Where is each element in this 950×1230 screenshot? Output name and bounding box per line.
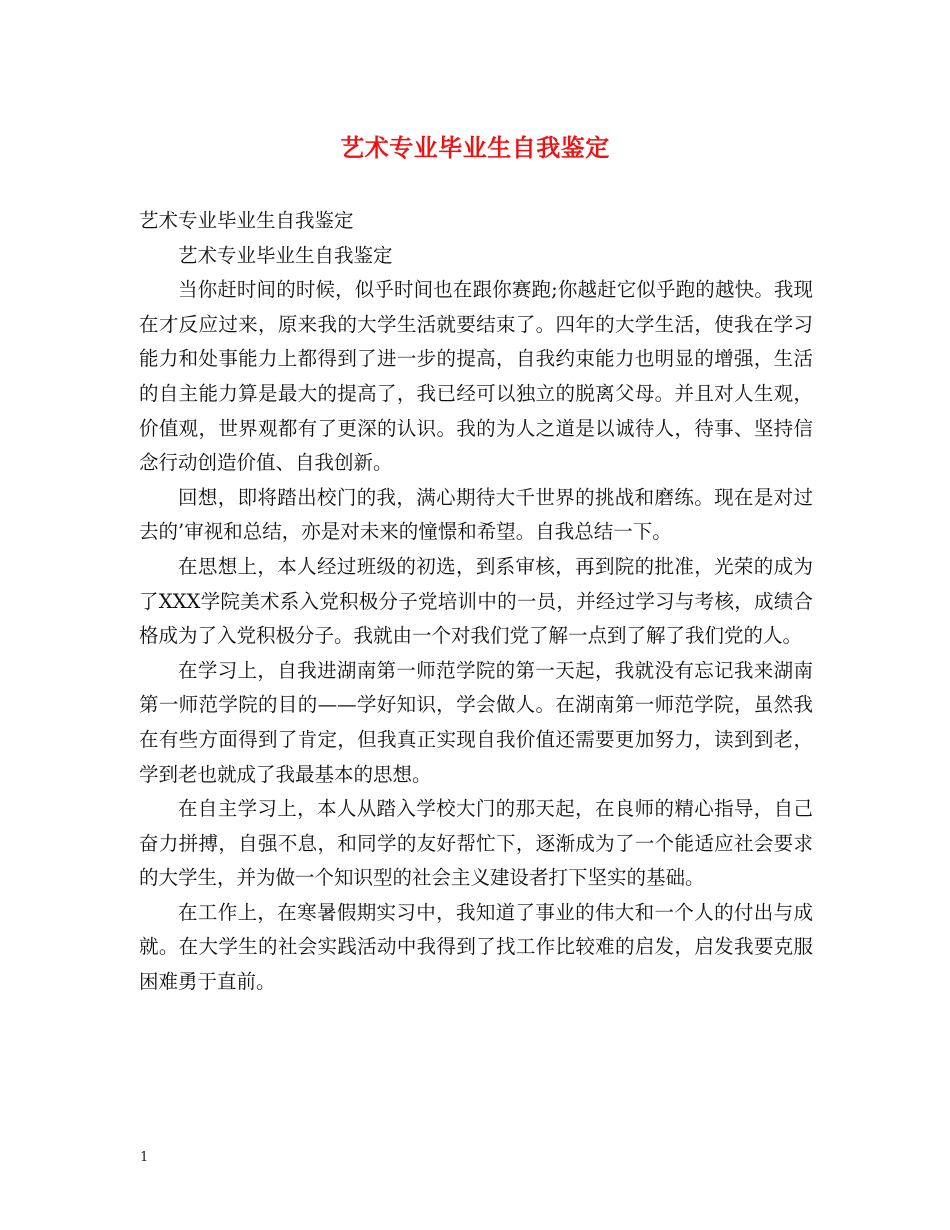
heading-line: 艺术专业毕业生自我鉴定	[139, 209, 354, 232]
paragraph: 艺术专业毕业生自我鉴定	[178, 243, 393, 267]
paragraph: 回想，即将踏出校门的我，满心期待大千世界的挑战和磨练。现在是对过去的’审视和总结，亦是对未来的憧憬和希望。自我总结一下。	[139, 485, 813, 544]
paragraph: 在自主学习上，本人从踏入学校大门的那天起，在良师的精心指导，自己奋力拼搏，自强不息，和同学的友好帮忙下，逐渐成为了一个能适应社会要求的大学生，并为做一个知识型的社会主义建设者打下坚实的基础。	[139, 797, 813, 890]
paragraph: 在思想上，本人经过班级的初选，到系审核，再到院的批准，光荣的成为了XXX学院美术系入党积极分子党培训中的一员，并经过学习与考核，成绩合格成为了入党积极分子。我就由一个对我们党了解一点到了解了我们党的人。	[139, 554, 813, 648]
paragraph: 在学习上，自我进湖南第一师范学院的第一天起，我就没有忘记我来湖南第一师范学院的目的——学好知识，学会做人。在湖南第一师范学院，虽然我在有些方面得到了肯定，但我真正实现自我价值还需要更加努力，读到到老，学到老也就成了我最基本的思想。	[139, 658, 813, 786]
document-title: 艺术专业毕业生自我鉴定	[340, 133, 610, 162]
document-body	[139, 204, 813, 1000]
paragraph: 在工作上，在寒暑假期实习中，我知道了事业的伟大和一个人的付出与成就。在大学生的社会实践活动中我得到了找工作比较难的启发，启发我要克服困难勇于直前。	[139, 900, 813, 994]
page-number: 1	[140, 1150, 149, 1165]
paragraph: 当你赶时间的时候，似乎时间也在跟你赛跑;你越赶它似乎跑的越快。我现在才反应过来，原来我的大学生活就要结束了。四年的大学生活，使我在学习能力和处事能力上都得到了进一步的提高，自我约束能力也明显的增强，生活的自主能力算是最大的提高了，我已经可以独立的脱离父母。并且对人生观，价值观，世界观都有了更深的认识。我的为人之道是以诚待人，待事、坚持信念行动创造价值、自我创新。	[139, 278, 813, 475]
